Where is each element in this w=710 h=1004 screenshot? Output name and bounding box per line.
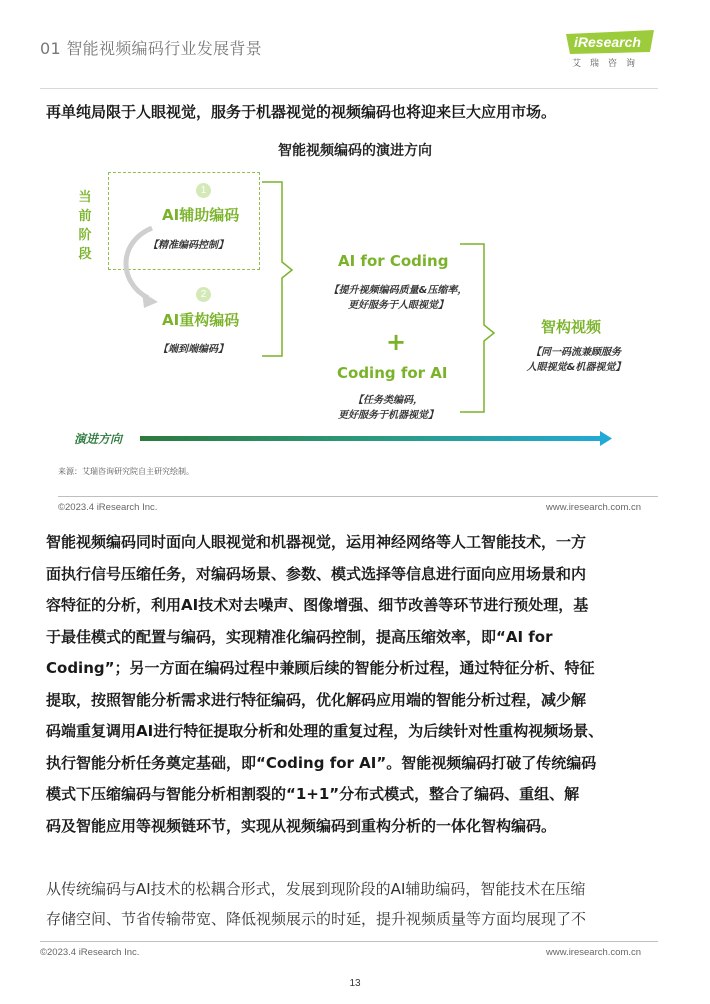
step-2-badge: 2 (196, 287, 211, 302)
body-line: 提取，按照智能分析需求进行特征编码，优化解码应用端的智能分析过程，减少解 (46, 690, 587, 709)
evolution-direction-label: 演进方向 (74, 432, 123, 446)
ai-reconstruct-coding-sub: 【端到端编码】 (158, 344, 228, 355)
body-line: Coding”；另一方面在编码过程中兼顾后续的智能分析过程，通过特征分析、特征 (46, 659, 595, 677)
body-line: 智能视频编码同时面向人眼视觉和机器视觉，运用神经网络等人工智能技术，一方 (46, 533, 587, 551)
lead-sentence: 再单纯局限于人眼视觉，服务于机器视觉的视频编码也将迎来巨大应用市场。 (46, 103, 557, 121)
figure-copyright: ©2023.4 iResearch Inc. (58, 502, 158, 513)
body-line: 于最佳模式的配置与编码，实现精准化编码控制，提高压缩效率，即“AI for (46, 627, 553, 646)
logo-subtitle: 艾瑞咨询 (572, 59, 645, 69)
step-1-badge: 1 (196, 183, 211, 198)
footer-divider (40, 941, 658, 942)
body-regular-paragraph (46, 874, 664, 934)
body-line: 码端重复调用AI进行特征提取分析和处理的重复过程，为后续针对性重构视频场景、 (46, 722, 604, 740)
body-line: 容特征的分析，利用AI技术对去噪声、图像增强、细节改善等环节进行预处理，基 (46, 596, 589, 614)
body-line: 码及智能应用等视频链环节，实现从视频编码到重构分析的一体化智构编码。 (46, 816, 557, 835)
logo-brand: iResearch (574, 34, 641, 50)
ai-reconstruct-coding-title: AI重构编码 (162, 311, 240, 329)
current-stage-label: 当前阶段 (78, 190, 92, 262)
page-number: 13 (349, 978, 361, 989)
ai-for-coding-sub-line1: 【提升视频编码质量&压缩率， (328, 285, 468, 296)
coding-for-ai-sub-line2: 更好服务于机器视觉】 (338, 410, 438, 421)
ai-for-coding-title: AI for Coding (338, 252, 449, 270)
body-line: 面执行信号压缩任务，对编码场景、参数、模式选择等信息进行面向应用场景和内 (46, 564, 587, 583)
ai-for-coding-sub-line2: 更好服务于人眼视觉】 (348, 300, 448, 311)
body-line: 执行智能分析任务奠定基础，即“Coding for AI”。智能视频编码打破了传统编码 (46, 753, 597, 772)
smart-video-title: 智构视频 (541, 318, 602, 336)
smart-video-sub-line2: 人眼视觉&机器视觉】 (526, 362, 626, 373)
coding-for-ai-title: Coding for AI (337, 364, 448, 382)
figure-title: 智能视频编码的演进方向 (278, 143, 432, 159)
body-line: 模式下压缩编码与智能分析相割裂的“1+1”分布式模式，整合了编码、重组、解 (46, 785, 580, 803)
ai-for-coding-sub (308, 283, 488, 313)
figure-source: 来源：艾瑞咨询研究院自主研究绘制。 (58, 467, 194, 476)
coding-for-ai-sub (318, 393, 458, 423)
coding-for-ai-sub-line1: 【任务类编码， (353, 395, 423, 406)
ai-assisted-coding-title: AI辅助编码 (162, 206, 240, 224)
figure-website: www.iresearch.com.cn (546, 502, 642, 513)
plus-sign: + (386, 328, 407, 356)
body-line: 存储空间、节省传输带宽、降低视频展示的时延，提升视频质量等方面均展现了不 (46, 910, 587, 928)
body-line: 从传统编码与AI技术的松耦合形式，发展到现阶段的AI辅助编码，智能技术在压缩 (46, 880, 586, 898)
section-title: 01 智能视频编码行业发展背景 (40, 39, 262, 58)
body-bold-paragraph (46, 527, 664, 842)
bracket-lines (0, 0, 710, 460)
figure-divider (58, 496, 658, 497)
footer-copyright: ©2023.4 iResearch Inc. (40, 947, 140, 958)
footer-website: www.iresearch.com.cn (546, 947, 642, 958)
smart-video-sub-line1: 【同一码流兼顾服务 (531, 347, 621, 358)
smart-video-sub (506, 345, 646, 375)
ai-assisted-coding-sub: 【精准编码控制】 (148, 240, 228, 251)
